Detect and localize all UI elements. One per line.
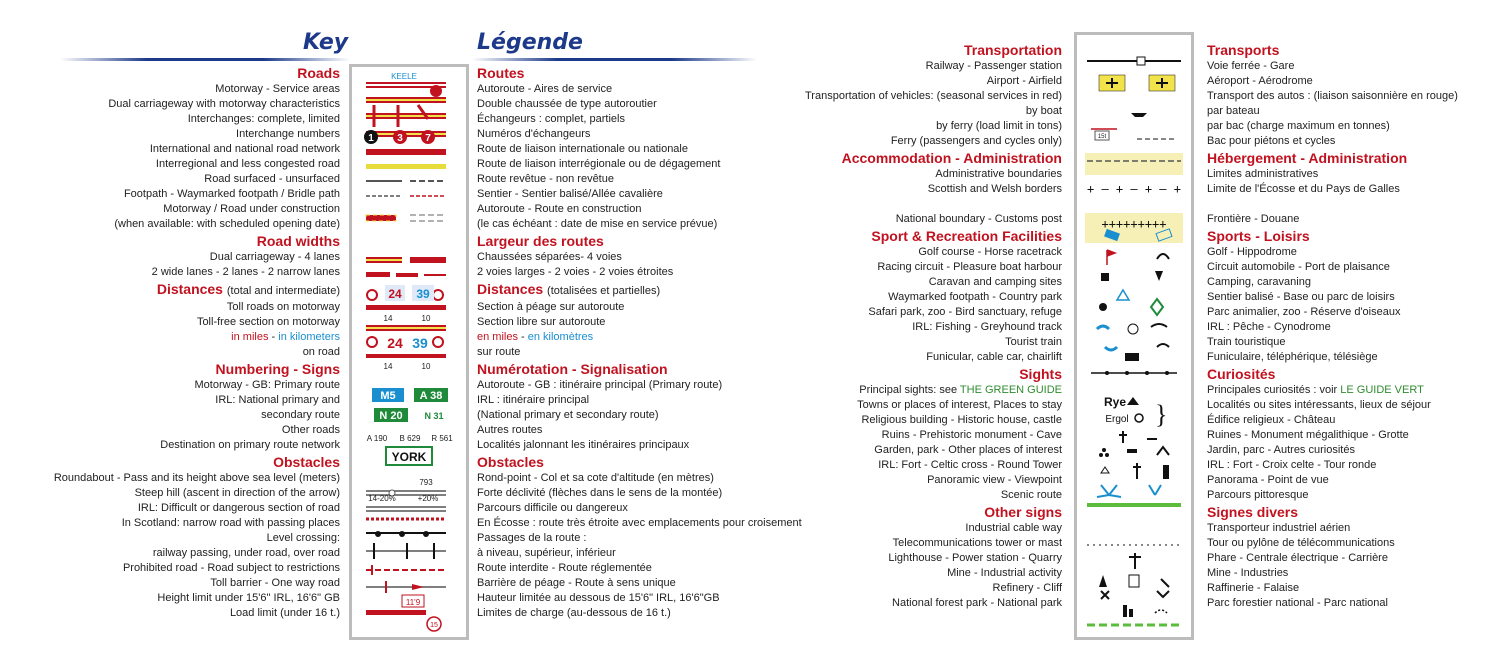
legend-entry: Level crossing: [266,532,340,544]
legend-entry: Panoramic view - Viewpoint [927,474,1062,486]
svg-text:14: 14 [383,362,393,371]
section-heading: Obstacles [273,454,340,470]
legend-entry: Refinery - Cliff [992,582,1062,594]
legend-entry: en miles - en kilomètres [477,331,594,343]
legend-entry: Jardin, parc - Autres curiosités [1207,444,1355,456]
legend-entry: railway passing, under road, over road [152,547,340,559]
interregional-road-symbol [366,164,446,169]
legend-entry: Rond-point - Col et sa cote d'altitude (en mètres) [477,472,714,484]
svg-text:B 629: B 629 [399,434,421,443]
section-heading: Sights [1019,366,1062,382]
quarry-icon [1161,579,1169,587]
garden-icon [1101,467,1109,473]
celtic-cross-icon [1133,463,1141,479]
legend-entry: Scottish and Welsh borders [927,183,1062,195]
sight-triangle-icon [1127,397,1139,405]
key-title: Key [303,30,349,55]
legend-entry: Golf course - Horse racetrack [918,246,1062,258]
section-heading: Numérotation - Signalisation [477,361,668,377]
legend-entry: Principales curiosités : voir LE GUIDE VERT [1207,384,1424,396]
power-station-icon [1129,575,1139,587]
cave-icon [1157,447,1169,455]
legend-entry: Garden, park - Other places of interest [874,444,1062,456]
svg-text:24: 24 [388,287,402,301]
svg-text:14-20%: 14-20% [368,494,396,503]
legend-entry: Towns or places of interest, Places to stay [857,399,1062,411]
legend-entry: Industrial cable way [965,522,1062,534]
legend-entry: Limites administratives [1207,168,1319,180]
legend-entry: Localités ou sites intéressants, lieux de séjour [1207,399,1431,411]
legend-entry: Safari park, zoo - Bird sanctuary, refuge [868,306,1062,318]
key-rule [60,58,350,61]
legend-entry: Frontière - Douane [1207,213,1300,225]
legend-entry: Route interdite - Route réglementée [477,562,652,574]
legend-entry: Interchanges: complete, limited [187,113,340,125]
legend-entry: par bateau [1207,105,1260,117]
section-heading: Sport & Recreation Facilities [871,228,1062,244]
legend-entry: IRL: Fishing - Greyhound track [912,321,1062,333]
spacer [1207,197,1497,212]
cliff-icon [1155,610,1167,613]
legend-entry: Railway - Passenger station [925,60,1062,72]
legend-entry: National boundary - Customs post [895,213,1062,225]
legend-entry: in miles - in kilometers [231,331,340,343]
legend-entry: IRL : itinéraire principal [477,394,590,406]
legend-entry: Motorway - GB: Primary route [194,379,340,391]
legend-entry: Route revêtue - non revêtue [477,173,614,185]
boat-harbour-icon [1155,271,1163,281]
road-symbols [352,67,466,637]
legend-entry: Bac pour piétons et cycles [1207,135,1336,147]
legend-entry: Road surfaced - unsurfaced [204,173,340,185]
legend-entry: Steep hill (ascent in direction of the arrow) [134,487,340,499]
legend-entry: Chaussées séparées- 4 voies [477,251,622,263]
golf-icon [1107,250,1115,265]
svg-text:YORK: YORK [391,450,427,464]
section-heading: Road widths [256,233,340,249]
symbols-panel-left [349,64,469,640]
svg-text:24: 24 [387,335,403,351]
svg-text:15t: 15t [1097,134,1107,140]
legend-entry: sur route [477,346,521,358]
legend-entry: Limites de charge (au-dessous de 16 t.) [477,607,671,619]
legend-entry: National forest park - National park [892,597,1062,609]
rye-label: Rye [1103,395,1127,409]
country-park-icon [1151,299,1163,315]
legend-entry: Interregional and less congested road [155,158,340,170]
legend-entry: Mine - Industries [1207,567,1289,579]
camping-icon [1117,290,1129,300]
legend-entry: Religious building - Historic house, castle [861,414,1062,426]
legend-entry: Barrière de péage - Route à sens unique [477,577,676,589]
legend-entry: Autoroute - GB : itinéraire principal (Primary route) [477,379,723,391]
section-heading: Accommodation - Administration [841,150,1062,166]
legende-title: Légende [477,30,583,55]
legend-entry: Panorama - Point de vue [1207,474,1329,486]
legend-entry: Lighthouse - Power station - Quarry [888,552,1062,564]
legend-entry: Funiculaire, téléphérique, télésiège [1207,351,1378,363]
legend-entry: IRL : Fort - Croix celte - Tour ronde [1207,459,1377,471]
zoo-icon [1128,324,1138,334]
legend-entry: Route de liaison interrégionale ou de dégagement [477,158,721,170]
industrial-activity-icon [1157,591,1169,597]
svg-text:11'9: 11'9 [405,598,421,607]
legend-entry: Circuit automobile - Port de plaisance [1207,261,1390,273]
legend-entry: Ferry (passengers and cycles only) [890,135,1062,147]
horse-icon [1157,254,1169,259]
map-symbols [1077,35,1191,637]
svg-text:7: 7 [425,133,431,144]
svg-text:793: 793 [419,478,433,487]
legend-entry: En Écosse : route très étroite avec emplacements pour croisement [477,517,802,529]
legend-entry: Localités jalonnant les itinéraires principaux [477,439,690,451]
bird-icon [1151,324,1167,327]
legend-entry: Phare - Centrale électrique - Carrière [1207,552,1388,564]
legend-entry: International and national road network [149,143,340,155]
footpath-icon [1099,303,1107,311]
construction-symbol [366,215,396,221]
round-tower-icon [1163,465,1169,479]
svg-text:A 190: A 190 [366,434,388,443]
keele-label: KEELE [391,72,417,81]
legend-entry: Transporteur industriel aérien [1207,522,1351,534]
legende-rule [472,58,757,61]
section-heading: Numbering - Signs [215,361,340,377]
legend-entry: Prohibited road - Road subject to restrictions [122,562,340,574]
spacer [760,197,1062,212]
legend-entry: Train touristique [1207,336,1286,348]
section-heading: Largeur des routes [477,233,604,249]
lighthouse-icon [1099,575,1107,587]
svg-text:3: 3 [397,133,403,144]
legend-entry: Motorway - Service areas [215,83,340,95]
legend-entry: Parc animalier, zoo - Réserve d'oiseaux [1207,306,1401,318]
legend-left-french [477,64,802,621]
svg-text:39: 39 [412,335,428,351]
greyhound-icon [1157,344,1169,347]
legend-entry: Ruins - Prehistoric monument - Cave [881,429,1062,441]
legend-entry: Transportation of vehicles: (seasonal services in red) [805,90,1062,102]
legend-entry: Numéros d'échangeurs [477,128,591,140]
legend-entry: (National primary et secondary route) [477,409,659,421]
racing-circuit-icon [1101,273,1109,281]
ruins-icon [1099,453,1103,457]
legend-entry: Dual carriageway - 4 lanes [209,251,340,263]
svg-text:A 38: A 38 [419,390,443,402]
legend-entry: Administrative boundaries [935,168,1062,180]
legend-entry: Double chaussée de type autoroutier [477,98,657,110]
legend-entry: Telecommunications tower or mast [892,537,1062,549]
admin-boundary-band [1085,153,1183,175]
legend-entry: Funicular, cable car, chairlift [926,351,1062,363]
on-road-distance-symbol [366,354,446,358]
svg-text:}: } [1155,400,1168,429]
legend-entry: IRL: National primary and [215,394,340,406]
legend-entry: Parcours pittoresque [1207,489,1309,501]
load-limit-symbol [366,610,426,615]
tourist-train-icon [1125,353,1139,361]
refinery-icon [1123,605,1127,617]
legend-entry: Racing circuit - Pleasure boat harbour [877,261,1062,273]
svg-text:N 31: N 31 [424,411,444,421]
legend-entry: Transport des autos : (liaison saisonnière en rouge) [1207,90,1458,102]
svg-text:10: 10 [421,314,431,323]
legend-entry: secondary route [261,409,340,421]
national-road-symbol [366,149,446,155]
section-heading: Transportation [963,42,1062,58]
national-boundary-symbol: +++++++++ [1101,217,1167,231]
legend-entry: Roundabout - Pass and its height above sea level (meters) [53,472,340,484]
legend-entry: Load limit (under 16 t.) [229,607,340,619]
legend-entry: by ferry (load limit in tons) [936,120,1062,132]
legend-entry: IRL : Pêche - Cynodrome [1207,321,1331,333]
legend-entry: Scenic route [1000,489,1062,501]
legend-entry: IRL: Difficult or dangerous section of road [137,502,340,514]
svg-text:14: 14 [383,314,393,323]
legend-entry: Forte déclivité (flèches dans le sens de la montée) [477,487,723,499]
fishing-icon [1105,347,1117,350]
telecom-tower-icon [1129,553,1141,569]
svg-text:39: 39 [416,287,430,301]
legend-entry: Ruines - Monument mégalithique - Grotte [1207,429,1409,441]
legend-entry: Édifice religieux - Château [1207,414,1336,426]
svg-text:10: 10 [421,362,431,371]
legend-entry: Raffinerie - Falaise [1207,582,1300,594]
svg-text:N 20: N 20 [379,410,403,422]
legend-entry: Aéroport - Aérodrome [1207,75,1313,87]
section-heading: Other signs [984,504,1062,520]
mine-icon [1101,591,1109,599]
legend-entry: Échangeurs : complet, partiels [477,113,625,125]
ergol-label: Ergol [1105,414,1129,425]
scottish-border-symbol: + – + – + – + [1087,182,1181,196]
legend-entry: Waymarked footpath - Country park [888,291,1062,303]
legend-entry: Sentier balisé - Base ou parc de loisirs [1207,291,1395,303]
legend-entry: IRL: Fort - Celtic cross - Round Tower [878,459,1062,471]
panoramic-view-icon [1097,485,1121,497]
viewpoint-icon [1149,485,1161,495]
svg-text:1: 1 [368,133,374,144]
legend-entry: Golf - Hippodrome [1207,246,1297,258]
legend-right-english [760,41,1062,611]
legend-entry: Interchange numbers [236,128,340,140]
legend-entry: Height limit under 15'6" IRL, 16'6" GB [157,592,340,604]
section-heading: Hébergement - Administration [1207,150,1408,166]
legend-entry: Tourist train [1005,336,1062,348]
legend-entry: Hauteur limitée au dessous de 15'6" IRL, 16'6"GB [477,592,720,604]
legend-entry: In Scotland: narrow road with passing places [121,517,340,529]
legend-entry: by boat [1025,105,1062,117]
legend-entry: Motorway / Road under construction [163,203,340,215]
legend-entry: on road [302,346,340,358]
prehistoric-monument-icon [1127,449,1137,453]
symbols-panel-right [1074,32,1194,640]
legend-entry: Tour ou pylône de télécommunications [1207,537,1395,549]
legend-entry: Parcours difficile ou dangereux [477,502,628,514]
legend-entry: Caravan and camping sites [928,276,1062,288]
legend-entry: par bac (charge maximum en tonnes) [1207,120,1390,132]
legend-entry: Mine - Industrial activity [947,567,1062,579]
svg-text:15: 15 [430,622,438,629]
legend-entry: Passages de la route : [477,532,587,544]
legend-left-english [40,64,340,621]
legend-entry: Destination on primary route network [160,439,340,451]
legend-entry: 2 wide lanes - 2 lanes - 2 narrow lanes [151,266,340,278]
legend-entry: Principal sights: see THE GREEN GUIDE [859,384,1062,396]
legend-entry: Sentier - Sentier balisé/Allée cavalière [477,188,663,200]
legend-entry: à niveau, supérieur, inférieur [477,547,616,559]
legend-entry: Section libre sur autoroute [477,316,606,328]
legend-entry: Other roads [281,424,340,436]
section-heading: Distances (total and intermediate) [156,281,340,297]
legend-entry: Toll barrier - One way road [210,577,340,589]
section-heading: Obstacles [477,454,544,470]
legend-entry: Camping, caravaning [1207,276,1311,288]
svg-text:R 561: R 561 [431,434,453,443]
religious-building-icon [1119,431,1127,443]
legend-entry: Airport - Airfield [986,75,1062,87]
legend-right-french [1207,41,1497,611]
legend-entry: Dual carriageway with motorway characteristics [108,98,340,110]
svg-text:M5: M5 [380,390,396,402]
svg-text:+20%: +20% [417,494,439,503]
section-heading: Curiosités [1207,366,1276,382]
legend-entry: 2 voies larges - 2 voies - 2 voies étroites [477,266,674,278]
legend-entry: Parc forestier national - Parc national [1207,597,1388,609]
legend-entry: (le cas échéant : date de mise en service prévue) [477,218,718,230]
legend-entry: Limite de l'Écosse et du Pays de Galles [1207,183,1400,195]
section-heading: Roads [297,65,340,81]
safari-park-icon [1097,326,1109,329]
legend-entry: Toll roads on motorway [226,301,340,313]
legend-entry: Voie ferrée - Gare [1207,60,1295,72]
section-heading: Sports - Loisirs [1207,228,1310,244]
section-heading: Signes divers [1207,504,1299,520]
legend-entry: Autoroute - Route en construction [477,203,642,215]
section-heading: Distances (totalisées et partielles) [477,281,661,297]
section-heading: Routes [477,65,525,81]
lanes-symbol [366,272,390,277]
legend-entry: (when available: with scheduled opening date) [114,218,340,230]
legend-entry: Toll-free section on motorway [196,316,340,328]
legend-entry: Autres routes [477,424,543,436]
legend-entry: Route de liaison internationale ou nationale [477,143,688,155]
legend-entry: Autoroute - Aires de service [477,83,613,95]
legend-entry: Section à péage sur autoroute [477,301,625,313]
boat-symbol [1131,113,1147,117]
legend-entry: Footpath - Waymarked footpath / Bridle path [123,188,340,200]
section-heading: Transports [1207,42,1280,58]
